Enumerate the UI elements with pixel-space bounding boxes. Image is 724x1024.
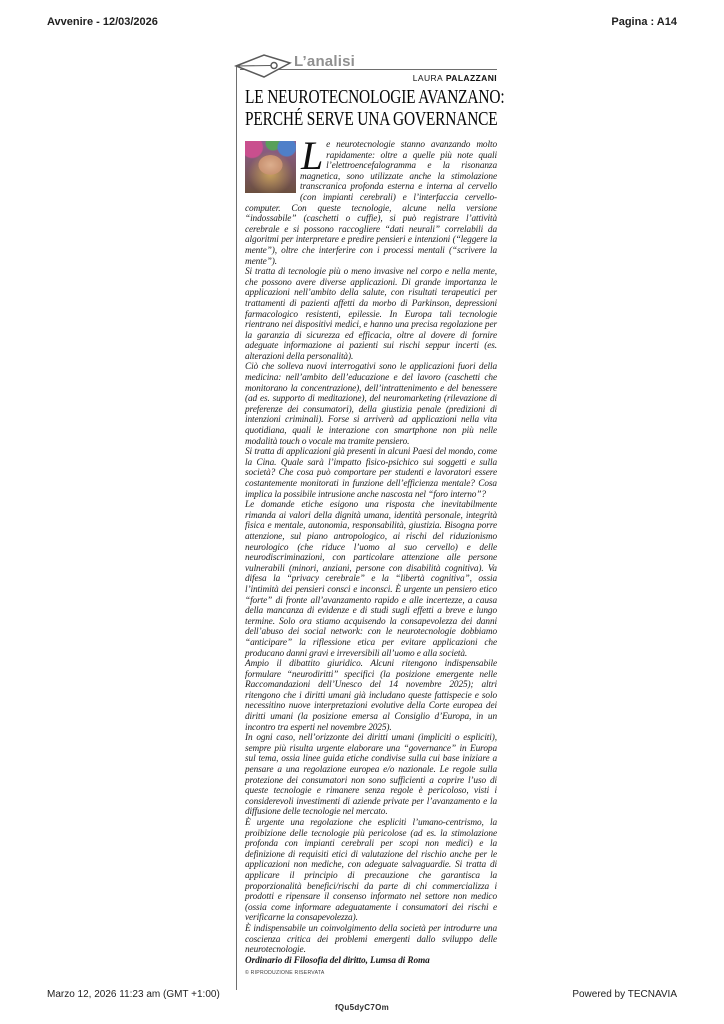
paragraph: Ciò che solleva nuovi interrogativi sono le applicazioni fuori della medicina: nell’ambito dell’educazione e del lavoro (caschetti che monitorano la concentrazione), dell’intrattenimento e del benessere (ad es. supporto di meditazione), del neuromarketing (rilevazione di preferenze dei consumatori), della giustizia penale (predizioni di intenzioni criminali). Forse si arriverà ad applicazioni nella vita quotidiana, quali le interazione con smartphone non più nelle modalità touch o vocale ma tramite pensiero. [245, 362, 497, 447]
paragraph: Le domande etiche esigono una risposta che inevitabilmente rimanda ai valori della dignità umana, identità personale, integrità fisica e mentale, autonomia, responsabilità, giustizia. Bisogna porre attenzione, sul piano antropologico, ai rischi del riduzionismo neurologico (che riduce l’uomo al suo cervello) e delle neurodiscriminazioni, con particolare attenzione alle persone vulnerabili (minori, anziani, persone con disabilità cognitiva). Va difesa la “privacy cerebrale” e la “libertà cognitiva”, ossia l’intimità dei pensieri consci e inconsci. È urgente un pensiero etico “forte” di fronte all’avanzamento rapido e alle incertezze, a causa della mancanza di evidenze e di studi sugli effetti a breve e lungo termine. Solo ora stiamo acquisendo la consapevolezza dei danni dell’abuso dei social network: con le neurotecnologie dobbiamo “anticipare” la riflessione etica per evitare applicazioni che producano danni gravi e irreversibili all’uomo e alla società. [245, 500, 497, 659]
paragraph: In ogni caso, nell’orizzonte dei diritti umani (impliciti o espliciti), sempre più risulta urgente elaborare una “governance” in Europa sul tema, ossia linee guida etiche condivise sulla cui base iniziare a pensare a una regolazione europea e/o nazionale. Le regole sulla protezione dei consumatori non sono sufficienti a coprire l’uso di queste tecnologie e rimanere senza regole è pericoloso, visti i considerevoli investimenti di aziende private per l’avanzamento e la diffusione delle tecnologie nel mercato. [245, 733, 497, 818]
copyright-notice: © RIPRODUZIONE RISERVATA [245, 971, 325, 977]
footer-timestamp: Marzo 12, 2026 11:23 am (GMT +1:00) [47, 989, 220, 1000]
paragraph-text: e neurotecnologie stanno avanzando molto rapidamente: oltre a quelle più note quali l’elettroencefalogramma e la risonanza magnetica, sono utilizzate anche la stimolazione transcranica profonda esterna e interna al cervello (con impianti cerebrali) e l’interfaccia cervello-computer. Con queste tecnologie, alcune nella versione “indossabile” (caschetti o cuffie), si può registrare l’attività cerebrale e si possono raccogliere “dati neurali” correlabili da algoritmi per interpretare e predire pensieri e intenzioni (“leggere la mente”), oltre che interferire con i processi mentali (“scrivere la mente”). [245, 140, 497, 267]
author-last-name: PALAZZANI [445, 73, 497, 83]
article-title-line2: PERCHÉ SERVE UNA GOVERNANCE [245, 108, 498, 130]
column-vertical-rule [236, 66, 237, 990]
footer-watermark: fQu5dyC7Om [334, 1003, 390, 1012]
author-signature: Ordinario di Filosofia del diritto, Lumsa di Roma [245, 955, 430, 966]
paragraph: È urgente una regolazione che espliciti l’umano-centrismo, la proibizione delle tecnologie più pericolose (ad es. la stimolazione profonda con impianti cerebrali per scopi non medici) e la definizione di requisiti etici di valutazione del rischio anche per le applicazioni non mediche, con adeguate salvaguardie. Si tratta di applicare il principio di precauzione che garantisca la proporzionalità benefici/rischi da parte di chi commercializza i prodotti e ripensare il consenso informato nel settore non medico (ossia come informare adeguatamente i consumatori dei rischi e verificarne la consapevolezza). [245, 818, 497, 924]
author-photo [245, 141, 296, 193]
publication-date: Avvenire - 12/03/2026 [47, 16, 158, 28]
drop-cap: L [301, 133, 324, 178]
paragraph: Si tratta di applicazioni già presenti in alcuni Paesi del mondo, come la Cina. Quale sarà l’impatto fisico-psichico sui soggetti e sulla società? Che cosa può comportare per studenti e lavoratori essere costantemente monitorati in funzione dell’efficienza mentale? Cosa implica la possibile intrusione anche nascosta nel “foro interno”? [245, 447, 497, 500]
article-body [245, 133, 497, 980]
section-title: L’analisi [294, 53, 355, 70]
article-title-line1: LE NEUROTECNOLOGIE AVANZANO: [245, 87, 505, 108]
footer-powered-by: Powered by TECNAVIA [572, 989, 677, 1000]
paragraph: Si tratta di tecnologie più o meno invasive nel corpo e nella mente, che possono avere diverse applicazioni. Di grande importanza le applicazioni nell’ambito della salute, con risultati terapeutici per trattamenti di pazienti affetti da morbo di Parkinson, depressioni farmacologico resistenti, epilessie. In Europa tali tecnologie rientrano nei dispositivi medici, e hanno una precisa regolazione per la garanzia di sicurezza ed efficacia, oltre al dovere di fornire adeguate informazione ai pazienti sui rischi seppur incerti (es. alterazioni della personalità). [245, 267, 497, 362]
paragraph: È indispensabile un coinvolgimento della società per introdurre una coscienza critica dei problemi emergenti dallo sviluppo delle neurotecnologie. [245, 923, 497, 956]
paragraph: Ampio il dibattito giuridico. Alcuni ritengono indispensabile formulare “neurodiritti” specifici (la posizione emergente nelle Raccomandazioni dell’Unesco del 14 novembre 2025); altri ritengono che i diritti umani già includano queste fattispecie e solo necessitino nuove interpretazioni evolutive della Corte europea dei diritti umani (la posizione emersa al Consiglio d’Europa, in un incontro tra esperti nel novembre 2025). [245, 659, 497, 733]
pen-nib-icon [234, 53, 292, 80]
author-first-name: LAURA [412, 73, 444, 83]
article-title [245, 87, 575, 130]
page-number: Pagina : A14 [611, 16, 677, 28]
